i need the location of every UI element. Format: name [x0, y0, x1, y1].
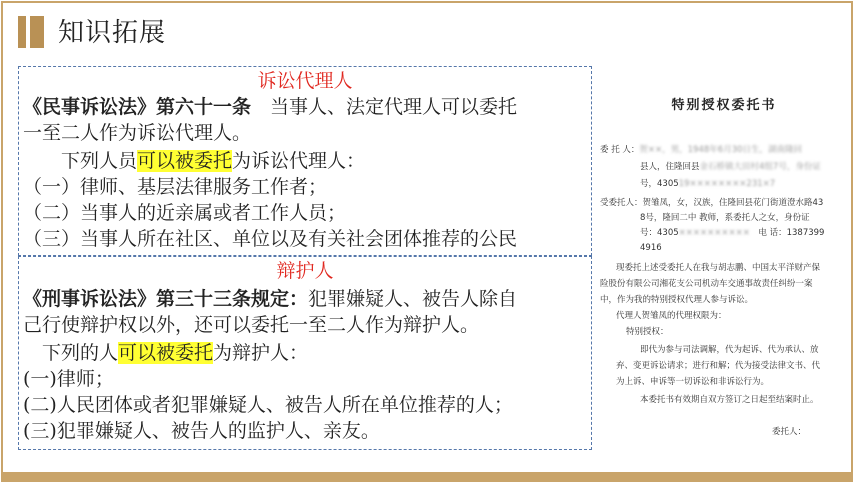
law-text: 犯罪嫌疑人、被告人除自	[308, 288, 518, 310]
litigation-agent-box	[18, 66, 592, 256]
text-pre: 下列人员	[23, 150, 138, 172]
power-of-attorney-image	[596, 80, 852, 440]
doc-line: 弃、变更诉讼请求；进行和解；代为接受法律文书、代	[616, 361, 821, 371]
doc-line: 险股份有限公司湘花支公司机动车交通事故责任纠纷一案	[600, 279, 813, 289]
law-line-2: 己行使辩护权以外，还可以委托一至二人作为辩护人。	[23, 314, 480, 336]
doc-line: 即代为参与司法调解，代为起诉、代为承认、放	[640, 345, 819, 355]
text-pre: 下列的人	[23, 342, 119, 364]
doc-line: 8号，隆回二中 教师，系委托人之女，身份证	[640, 213, 810, 223]
doc-line: 号：4305×××××××××× 电 话：1387399	[640, 228, 825, 238]
doc-line: 县人，住隆回县金石桥镇大田村4组7号，身份证	[640, 162, 821, 172]
doc-line: 委托人：	[772, 427, 807, 437]
law-line-1	[23, 287, 517, 311]
doc-line: 号，430519××××××××231×7	[640, 179, 776, 189]
law-text: 当事人、法定代理人可以委托	[251, 96, 518, 118]
law-line-2: 一至二人作为诉讼代理人。	[23, 122, 252, 144]
doc-line: 本委托书有效期自双方签订之日起至结案时止。	[640, 395, 819, 405]
doc-line: 现委托上述受委托人在我与胡志鹏、中国太平洋财产保	[616, 263, 821, 273]
doc-line: 受委托人：贺雏凤，女，汉族，住隆回县花门街道澄水路43	[600, 198, 824, 208]
doc-line: 中，作为我的特别授权代理人参与诉讼。	[600, 295, 754, 305]
text-post: 为辩护人：	[213, 342, 309, 364]
list-item: (一)律师；	[23, 368, 114, 390]
list-item: （二）当事人的近亲属或者工作人员；	[23, 202, 347, 224]
doc-line: 4916	[640, 243, 662, 253]
law-line-3	[23, 341, 308, 365]
list-item: (二)人民团体或者犯罪嫌疑人、被告人所在单位推荐的人；	[23, 394, 513, 416]
title-decoration-block	[30, 16, 44, 48]
box-heading: 诉讼代理人	[257, 70, 353, 92]
law-line-1	[23, 95, 517, 119]
text-post: 为诉讼代理人：	[232, 150, 366, 172]
list-item: (三)犯罪嫌疑人、被告人的监护人、亲友。	[23, 420, 380, 442]
doc-line: 为上诉、申诉等一切诉讼和非诉讼行为。	[616, 377, 770, 387]
highlight-text: 可以被委托	[137, 150, 233, 172]
box-heading: 辩护人	[276, 260, 334, 282]
bottom-bar	[1, 472, 853, 482]
highlight-text: 可以被委托	[118, 342, 214, 364]
document-title: 特别授权委托书	[671, 98, 777, 113]
list-item: （一）律师、基层法律服务工作者；	[23, 176, 328, 198]
doc-line: 委 托 人：贺××，男，1948年6月30日生，湖南隆回	[600, 145, 803, 155]
list-item: （三）当事人所在社区、单位以及有关社会团体推荐的公民	[23, 228, 518, 250]
doc-line: 代理人贺雏凤的代理权限为：	[616, 311, 727, 321]
defender-box	[18, 256, 592, 450]
law-name: 《刑事诉讼法》第三十三条规定：	[23, 288, 309, 310]
doc-line: 特别授权：	[626, 327, 669, 337]
law-name: 《民事诉讼法》第六十一条	[23, 96, 252, 118]
page-title: 知识拓展	[58, 18, 167, 48]
title-decoration-bar	[18, 16, 26, 48]
law-line-3	[23, 149, 365, 173]
